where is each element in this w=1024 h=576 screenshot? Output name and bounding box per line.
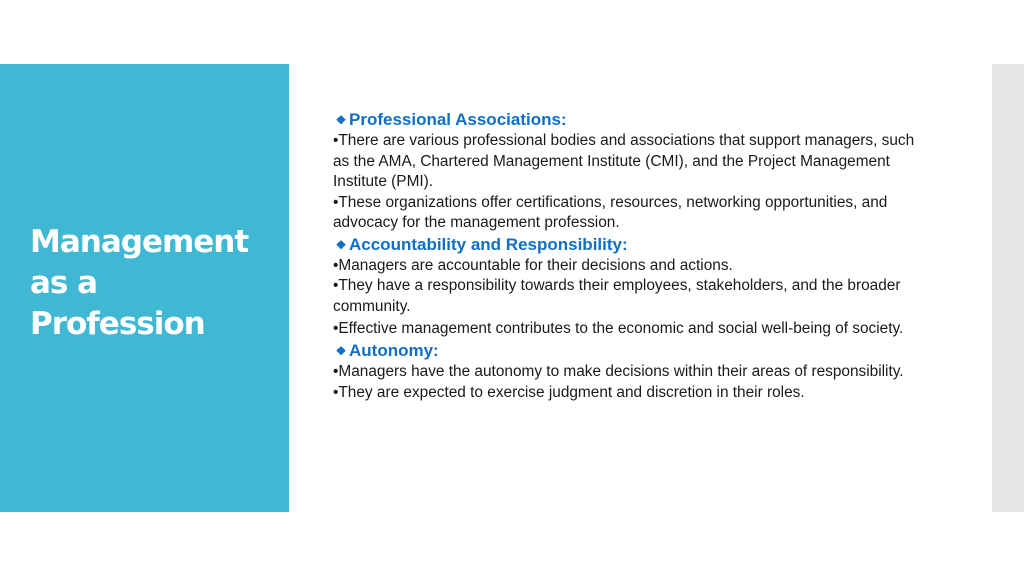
bullet-mark: •	[333, 320, 339, 337]
bullet-item	[333, 383, 923, 404]
bullet-text: Managers are accountable for their decisions and actions.	[338, 256, 733, 274]
bullet-item	[333, 317, 923, 340]
section-heading-text: Autonomy:	[349, 341, 439, 360]
bullet-item	[333, 256, 923, 277]
bullet-mark: •	[333, 132, 339, 149]
diamond-cluster-icon: ❖	[335, 113, 347, 127]
slide-title	[30, 222, 280, 345]
bullet-item	[333, 362, 923, 383]
bullet-text: They are expected to exercise judgment and discretion in their roles.	[338, 383, 805, 401]
section-heading	[333, 234, 923, 256]
slide-title-line: as a	[30, 265, 98, 301]
bullet-mark: •	[333, 383, 339, 401]
section-heading	[333, 340, 923, 362]
bullet-mark: •	[333, 277, 339, 294]
bullet-text: There are various professional bodies and associations that support managers, such as the AMA, Chartered Management Institute (CMI), and the Project Management Institute (PMI).	[333, 132, 915, 190]
bullet-text: These organizations offer certifications, resources, networking opportunities, and advocacy for the management profession.	[333, 193, 888, 231]
bullet-mark: •	[333, 193, 339, 211]
diamond-cluster-icon: ❖	[335, 237, 347, 252]
content-body	[333, 109, 923, 403]
bullet-mark: •	[333, 363, 339, 380]
bullet-mark: •	[333, 256, 339, 274]
diamond-cluster-icon: ❖	[335, 344, 347, 358]
section-heading	[333, 109, 923, 131]
section-heading-text: Accountability and Responsibility:	[349, 234, 628, 254]
bullet-item	[333, 276, 923, 317]
slide-title-line: Management	[30, 224, 249, 260]
section-heading-text: Professional Associations:	[349, 110, 567, 129]
slide-title-line: Profession	[30, 306, 205, 342]
bullet-item	[333, 193, 923, 234]
bullet-text: Managers have the autonomy to make decisions within their areas of responsibility.	[338, 363, 904, 380]
right-edge-strip	[992, 64, 1024, 512]
bullet-text: Effective management contributes to the economic and social well-being of society.	[338, 320, 904, 337]
bullet-text: They have a responsibility towards their employees, stakeholders, and the broader community.	[333, 277, 901, 315]
bullet-item	[333, 131, 923, 193]
